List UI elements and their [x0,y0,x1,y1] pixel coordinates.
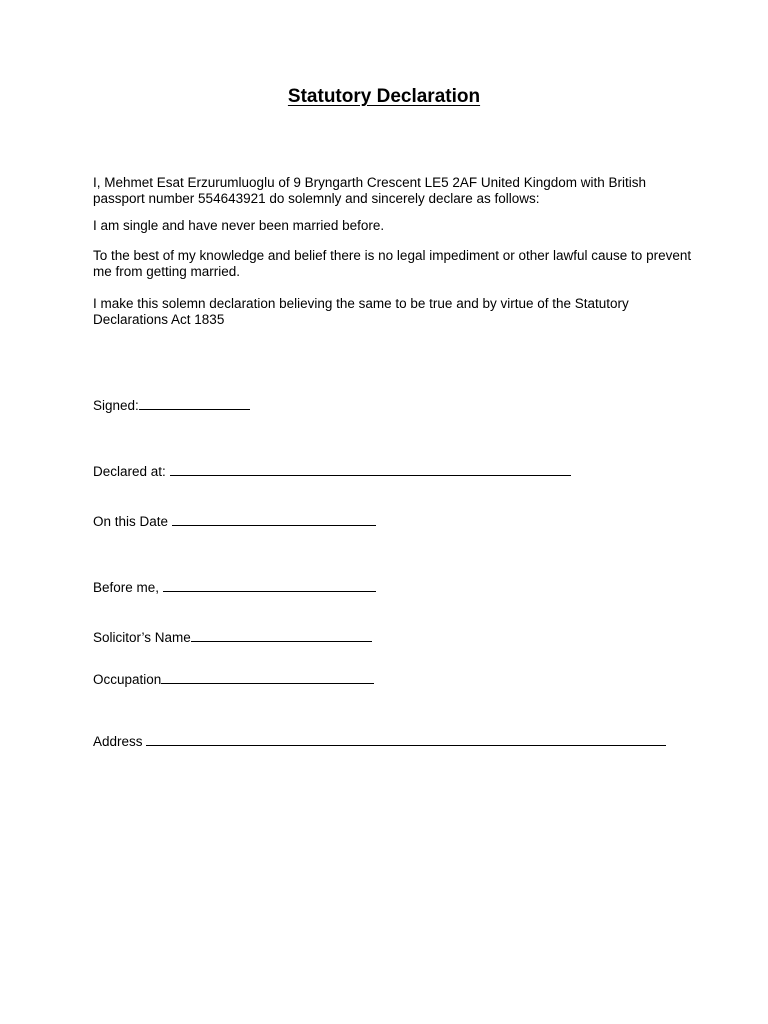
declaration-intro-paragraph: I, Mehmet Esat Erzurumluoglu of 9 Bryngarth Crescent LE5 2AF United Kingdom with British passport number 554643921 do solemnly and sincerely declare as follows: [93,175,646,206]
address-field [93,733,666,750]
on-this-date-field [93,513,376,530]
solicitors-name-blank-line [191,629,372,642]
signed-blank-line [139,397,250,410]
declared-at-label: Declared at: [93,464,166,479]
signed-field [93,397,250,414]
solemn-declaration-paragraph: I make this solemn declaration believing the same to be true and by virtue of the Statutory Declarations Act 1835 [93,296,629,327]
occupation-blank-line [161,671,374,684]
document-title: Statutory Declaration [287,86,481,107]
declared-at-blank-line [170,463,571,476]
solicitors-name-field [93,629,372,646]
before-me-label: Before me, [93,580,160,595]
on-this-date-blank-line [172,513,376,526]
declared-at-field [93,463,571,480]
before-me-blank-line [163,579,376,592]
solicitors-name-label: Solicitor’s Name [93,630,191,645]
before-me-field [93,579,376,596]
occupation-label: Occupation [93,672,162,687]
address-label: Address [93,734,143,749]
signed-label: Signed: [93,398,139,413]
no-impediment-paragraph: To the best of my knowledge and belief there is no legal impediment or other lawful cause to prevent me from getting married. [93,248,692,279]
address-blank-line [146,733,666,746]
occupation-field [93,671,374,688]
on-this-date-label: On this Date [93,514,169,529]
marital-status-paragraph: I am single and have never been married before. [93,218,385,233]
